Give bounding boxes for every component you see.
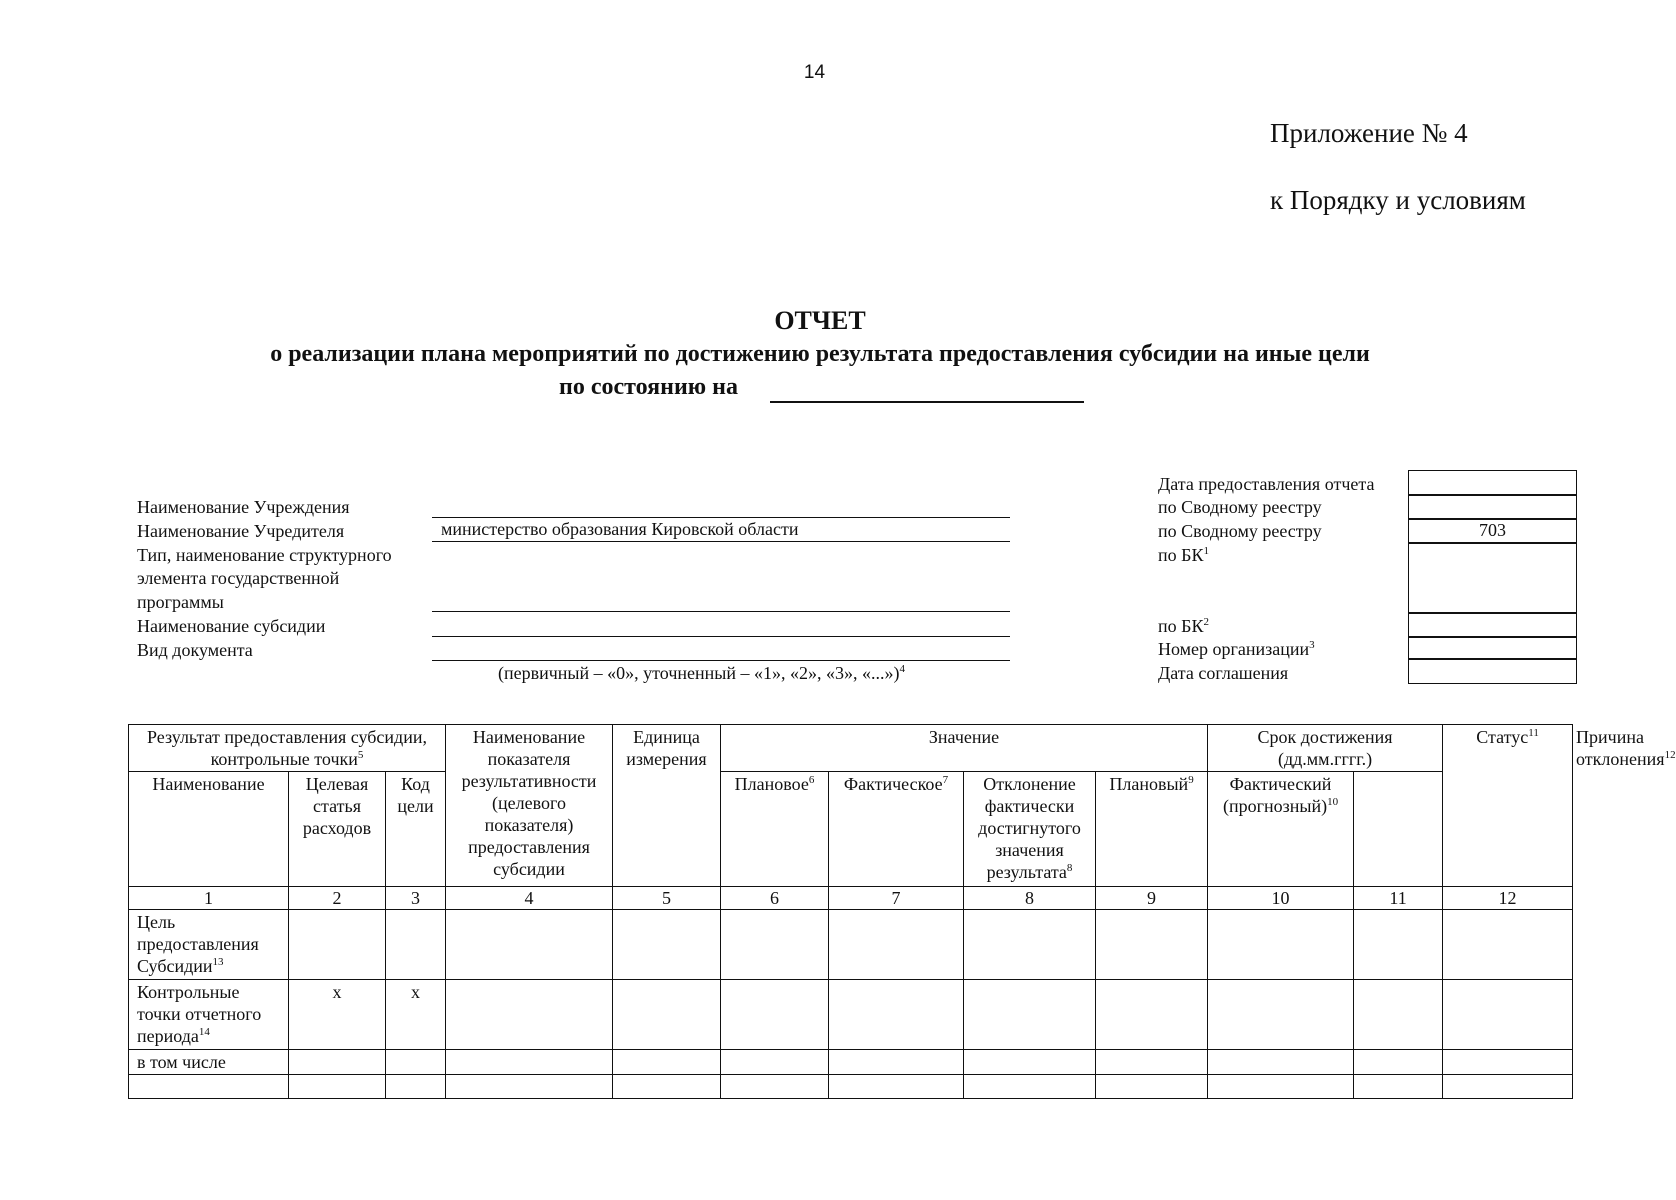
column-number: 2 xyxy=(289,887,386,910)
subheader-actual-value: Фактическое$^7$ xyxy=(829,772,964,887)
table-cell[interactable] xyxy=(829,1075,964,1099)
table-cell[interactable] xyxy=(1096,1050,1208,1075)
subheader-actual-date: Фактический (прогнозный)$^{10}$ xyxy=(1208,772,1354,887)
header-value: Значение xyxy=(721,725,1208,772)
table-cell[interactable] xyxy=(1354,1075,1443,1099)
report-date-blank[interactable] xyxy=(770,401,1084,403)
report-date-field-label: Дата предоставления отчета xyxy=(1158,474,1375,494)
table-row xyxy=(129,910,1573,980)
table-cell[interactable] xyxy=(446,1075,613,1099)
table-cell[interactable] xyxy=(1354,910,1443,980)
subsidy-label: Наименование субсидии xyxy=(137,616,326,636)
row-including-label: в том числе xyxy=(129,1050,289,1075)
column-number: 10 xyxy=(1208,887,1354,910)
table-cell[interactable] xyxy=(1443,1050,1573,1075)
registry-label-1: по Сводному реестру xyxy=(1158,497,1322,517)
bk2-label: по $БК^2$ xyxy=(1158,616,1209,636)
column-number: 1 xyxy=(129,887,289,910)
table-cell[interactable] xyxy=(1443,1075,1573,1099)
subheader-planned-date: Плановый$^9$ xyxy=(1096,772,1208,887)
code-not-applicable-mark: x xyxy=(386,980,446,1050)
header-deadline: Срок достижения (дд.мм.гггг.) xyxy=(1208,725,1443,772)
table-cell[interactable] xyxy=(386,1050,446,1075)
header-indicator: Наименование показателя результативности (целевого показателя) предоставления субсидии xyxy=(446,725,613,887)
column-number: 11 xyxy=(1354,887,1443,910)
report-table xyxy=(128,724,1676,1099)
founder-field[interactable] xyxy=(432,541,1010,542)
registry-box-2[interactable]: 703 xyxy=(1408,518,1577,544)
bk2-box[interactable] xyxy=(1408,612,1577,638)
org-number-box[interactable] xyxy=(1408,636,1577,660)
report-date-label: по состоянию на xyxy=(559,374,738,400)
table-cell[interactable] xyxy=(721,980,829,1050)
institution-field[interactable] xyxy=(432,517,1010,518)
table-cell[interactable] xyxy=(386,910,446,980)
table-cell[interactable] xyxy=(1208,980,1354,1050)
report-subtitle: о реализации плана мероприятий по достижению результата предоставления субсидии на иные цели xyxy=(270,341,1370,367)
table-header-row: Результат предоставления субсидии, контрольные точки$^5$ Наименование показателя результативности (целевого показателя) предоставления субсидии Единица измерения Значение Срок достижения (дд.мм.гггг.) Статус$^{11}$ Причина отклонения$^{12}$ xyxy=(129,725,1573,772)
table-cell[interactable] xyxy=(964,1075,1096,1099)
column-number: 9 xyxy=(1096,887,1208,910)
subsidy-field[interactable] xyxy=(432,636,1010,637)
page-number: 14 xyxy=(803,62,826,83)
table-cell[interactable] xyxy=(613,980,721,1050)
table-cell[interactable] xyxy=(964,980,1096,1050)
agreement-date-box[interactable] xyxy=(1408,658,1577,684)
report-date-box[interactable] xyxy=(1408,470,1577,496)
table-cell[interactable] xyxy=(1354,980,1443,1050)
table-cell[interactable] xyxy=(613,1075,721,1099)
table-cell[interactable] xyxy=(829,1050,964,1075)
subheader-deviation: Отклонение фактически достигнутого значения результата$^8$ xyxy=(964,772,1096,887)
table-cell[interactable] xyxy=(964,1050,1096,1075)
table-cell[interactable] xyxy=(721,1075,829,1099)
subheader-name: Наименование xyxy=(129,772,289,887)
table-cell[interactable] xyxy=(1443,980,1573,1050)
column-number: 3 xyxy=(386,887,446,910)
founder-label: Наименование Учредителя xyxy=(137,521,345,541)
table-cell[interactable] xyxy=(1208,1050,1354,1075)
row-goal-label: Цель предоставления Субсидии$^{13}$ xyxy=(129,910,289,980)
doc-type-label: Вид документа xyxy=(137,640,253,660)
table-cell[interactable] xyxy=(613,910,721,980)
header-status: Статус$^{11}$ xyxy=(1443,725,1573,887)
subheader-code: Код цели xyxy=(386,772,446,887)
column-number: 4 xyxy=(446,887,613,910)
agreement-date-label: Дата соглашения xyxy=(1158,663,1289,683)
table-cell[interactable] xyxy=(829,910,964,980)
row-checkpoints-label: Контрольные точки отчетного периода$^{14}$ xyxy=(129,980,289,1050)
registry-label-2: по Сводному реестру xyxy=(1158,521,1322,541)
subheader-article: Целевая статья расходов xyxy=(289,772,386,887)
program-label-2: элемента государственной xyxy=(137,568,340,588)
table-cell[interactable] xyxy=(613,1050,721,1075)
table-cell[interactable] xyxy=(964,910,1096,980)
founder-value: министерство образования Кировской области xyxy=(441,519,799,539)
table-cell[interactable] xyxy=(1208,1075,1354,1099)
table-cell[interactable] xyxy=(446,1050,613,1075)
table-cell[interactable] xyxy=(1096,980,1208,1050)
table-cell[interactable] xyxy=(1443,910,1573,980)
table-cell[interactable] xyxy=(129,1075,289,1099)
institution-label: Наименование Учреждения xyxy=(137,497,350,517)
program-label-3: программы xyxy=(137,592,224,612)
column-numbers-row xyxy=(129,887,1573,910)
table-cell[interactable] xyxy=(386,1075,446,1099)
table-cell[interactable] xyxy=(446,910,613,980)
table-row xyxy=(129,980,1573,1050)
header-result: Результат предоставления субсидии, контрольные точки$^5$ xyxy=(129,725,446,772)
column-number: 7 xyxy=(829,887,964,910)
table-row xyxy=(129,1050,1573,1075)
program-label-1: Тип, наименование структурного xyxy=(137,545,392,565)
table-cell[interactable] xyxy=(1096,1075,1208,1099)
report-title: ОТЧЕТ xyxy=(774,306,866,335)
registry-box-1[interactable] xyxy=(1408,494,1577,520)
table-cell[interactable] xyxy=(446,980,613,1050)
column-number: 8 xyxy=(964,887,1096,910)
table-cell[interactable] xyxy=(721,1050,829,1075)
appendix-number: Приложение № 4 xyxy=(1270,118,1468,148)
table-cell[interactable] xyxy=(1354,1050,1443,1075)
table-cell[interactable] xyxy=(289,1075,386,1099)
bk1-box[interactable] xyxy=(1408,542,1577,614)
org-number-label: Номер организации$^3$ xyxy=(1158,639,1315,659)
doc-type-hint: (первичный – «0», уточненный – «1», «2», «3», «...»)$^4$ xyxy=(498,663,905,683)
subheader-planned-value: Плановое$^6$ xyxy=(721,772,829,887)
table-cell[interactable] xyxy=(721,910,829,980)
column-number: 5 xyxy=(613,887,721,910)
table-cell[interactable] xyxy=(1096,910,1208,980)
column-number: 12 xyxy=(1443,887,1573,910)
header-unit: Единица измерения xyxy=(613,725,721,887)
bk1-label: по $БК^1$ xyxy=(1158,545,1209,565)
table-row xyxy=(129,1075,1573,1099)
table-cell[interactable] xyxy=(289,1050,386,1075)
table-cell[interactable] xyxy=(1208,910,1354,980)
table-subheader-row xyxy=(129,772,1573,887)
appendix-reference: к Порядку и условиям xyxy=(1270,185,1526,215)
article-not-applicable-mark: x xyxy=(289,980,386,1050)
program-field[interactable] xyxy=(432,611,1010,612)
column-number: 6 xyxy=(721,887,829,910)
table-cell[interactable] xyxy=(289,910,386,980)
doc-type-field[interactable] xyxy=(432,660,1010,661)
table-cell[interactable] xyxy=(829,980,964,1050)
